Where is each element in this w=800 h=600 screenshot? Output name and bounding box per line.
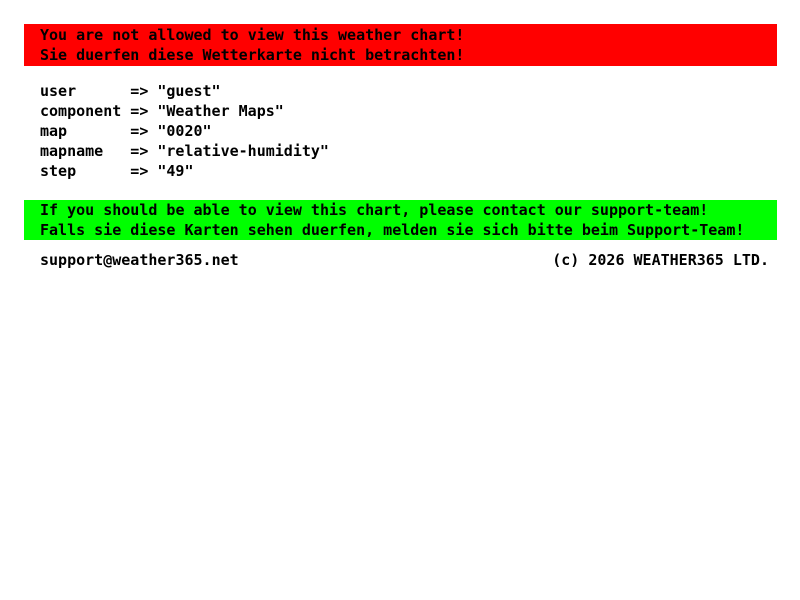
support-email: support@weather365.net [40,251,239,269]
denied-message-en: You are not allowed to view this weather chart! [40,26,465,44]
param-arrow: => [130,142,149,160]
param-key: user [40,82,77,100]
param-row-map [40,121,329,141]
denied-message-de: Sie duerfen diese Wetterkarte nicht betrachten! [40,46,465,64]
param-row-component [40,101,329,121]
contact-support-banner [24,200,777,240]
param-value: "Weather Maps" [157,102,284,120]
param-arrow: => [130,122,149,140]
param-value: "49" [157,162,194,180]
request-params [40,81,329,181]
param-row-step [40,161,329,181]
contact-message-de: Falls sie diese Karten sehen duerfen, melden sie sich bitte beim Support-Team! [40,221,745,239]
param-key: step [40,162,77,180]
param-arrow: => [130,162,149,180]
param-row-mapname [40,141,329,161]
param-value: "relative-humidity" [157,142,329,160]
param-value: "guest" [157,82,221,100]
param-arrow: => [130,82,149,100]
contact-message-en: If you should be able to view this chart, please contact our support-team! [40,201,709,219]
copyright-notice: (c) 2026 WEATHER365 LTD. [552,251,769,269]
param-row-user [40,81,329,101]
footer [40,250,769,270]
access-denied-banner [24,24,777,66]
param-key: map [40,122,68,140]
param-key: component [40,102,122,120]
param-arrow: => [130,102,149,120]
param-value: "0020" [157,122,212,140]
param-key: mapname [40,142,104,160]
